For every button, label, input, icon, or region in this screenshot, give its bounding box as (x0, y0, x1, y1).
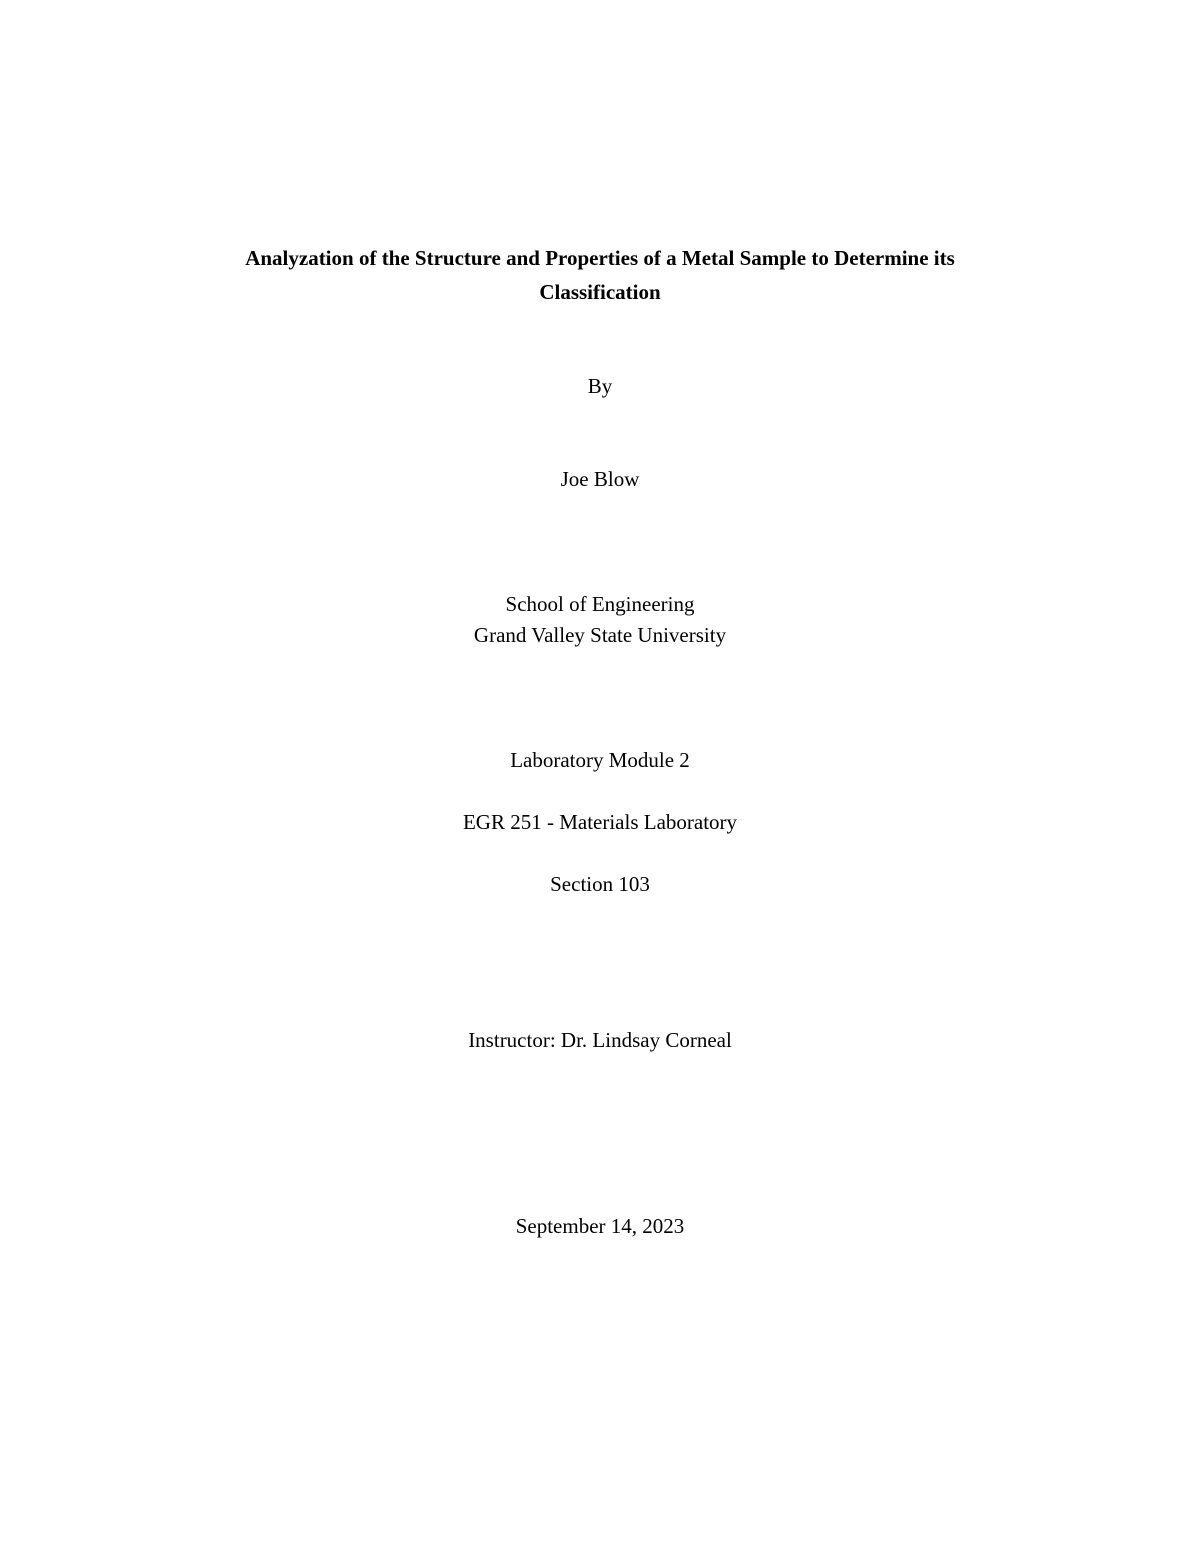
report-title-line-2: Classification (539, 280, 661, 304)
course-name: EGR 251 - Materials Laboratory (462, 810, 738, 834)
by-label: By (587, 374, 613, 398)
lab-module: Laboratory Module 2 (510, 748, 690, 772)
course-section: Section 103 (550, 872, 650, 896)
instructor-name: Instructor: Dr. Lindsay Corneal (468, 1028, 732, 1052)
university-name: Grand Valley State University (473, 623, 727, 647)
author-name: Joe Blow (560, 467, 640, 491)
report-date: September 14, 2023 (515, 1214, 685, 1238)
report-title-line-1: Analyzation of the Structure and Properties of a Metal Sample to Determine its (245, 246, 955, 270)
school-name: School of Engineering (505, 592, 695, 616)
